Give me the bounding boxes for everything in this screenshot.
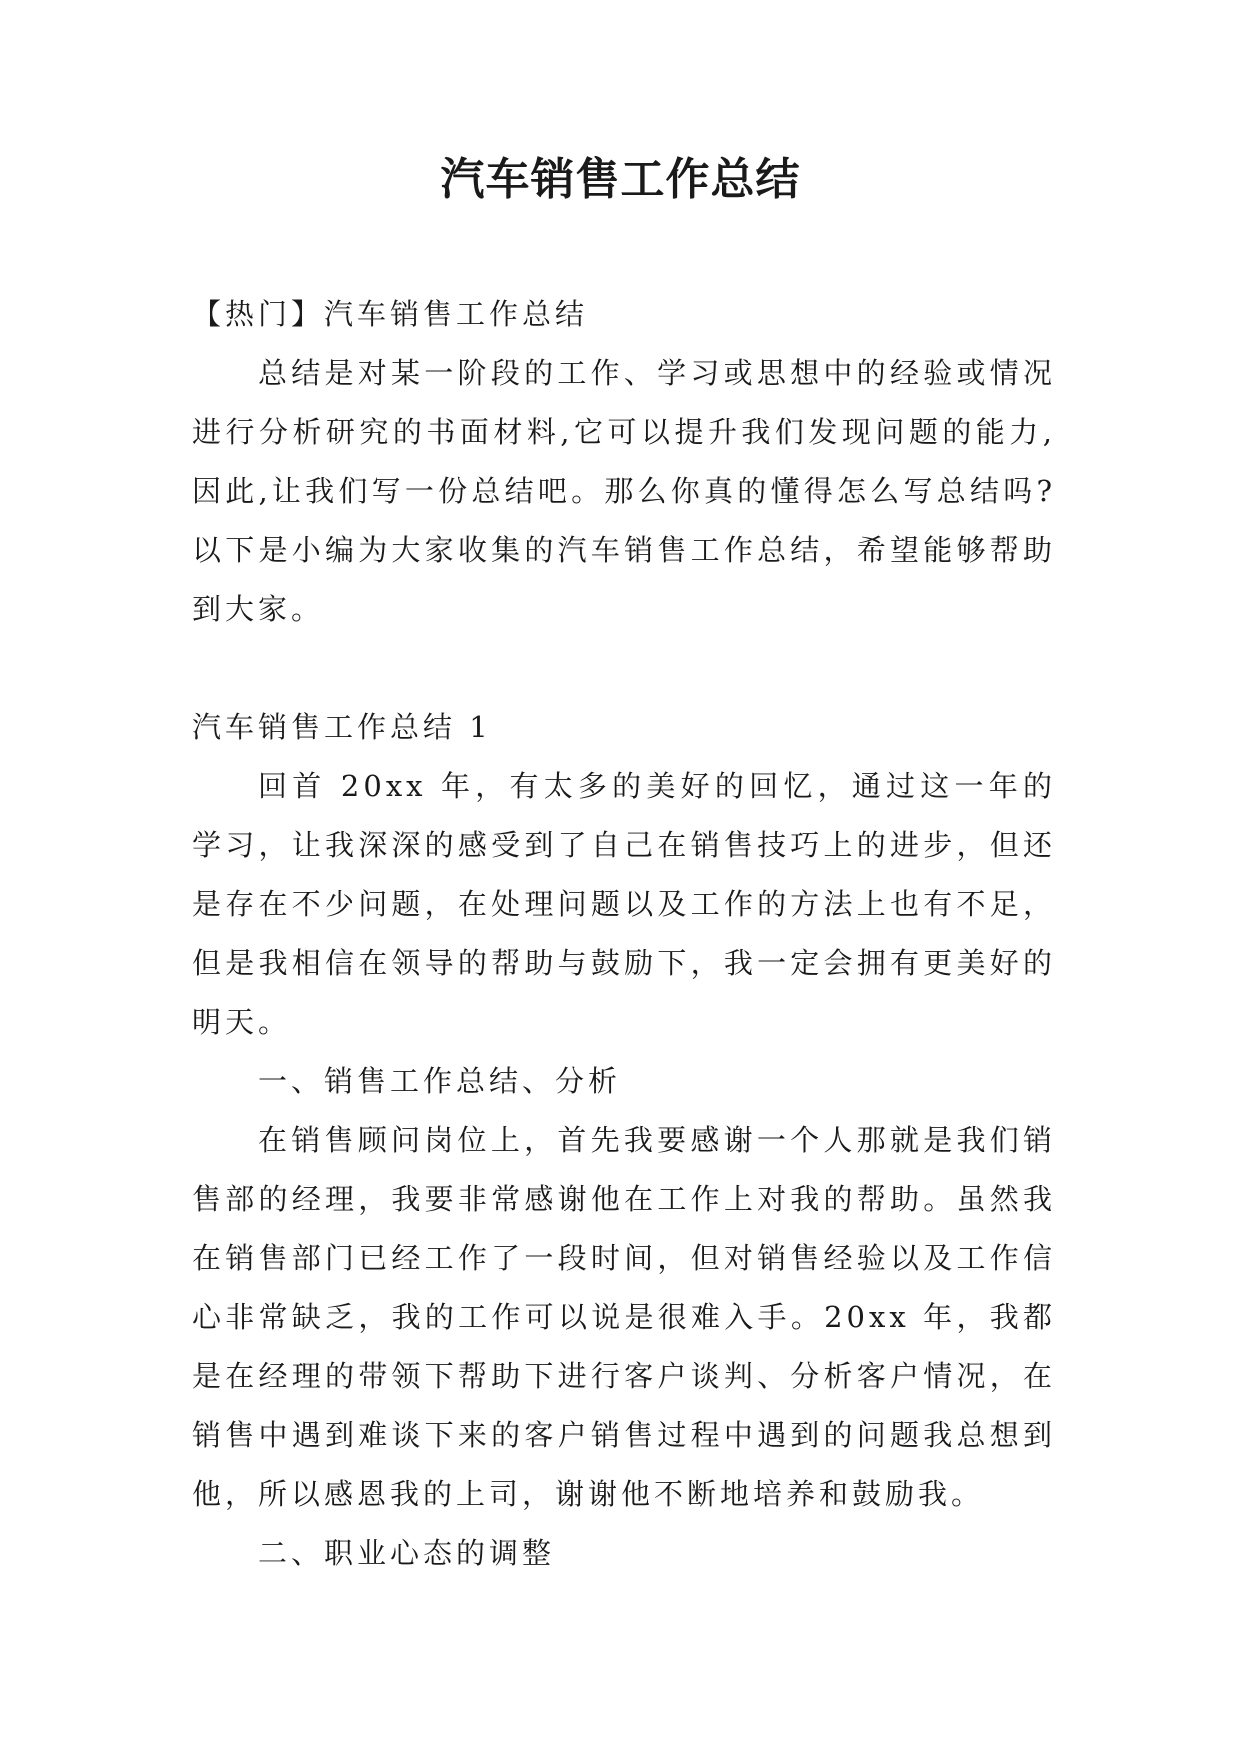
- subheading: 二、职业心态的调整: [258, 1536, 556, 1570]
- intro-paragraph: 总结是对某一阶段的工作、学习或思想中的经验或情况进行分析研究的书面材料,它可以提升我们发现问题的能力,因此,让我们写一份总结吧。那么你真的懂得怎么写总结吗?以下是小编为大家收集的汽车销售工作总结，希望能够帮助到大家。: [192, 356, 1056, 626]
- document-title: 汽车销售工作总结: [440, 154, 801, 205]
- document-subtitle: 【热门】汽车销售工作总结: [192, 297, 589, 331]
- body-paragraph: 回首 20xx 年，有太多的美好的回忆，通过这一年的学习，让我深深的感受到了自己在销售技巧上的进步，但还是存在不少问题，在处理问题以及工作的方法上也有不足，但是我相信在领导的帮助与鼓励下，我一定会拥有更美好的明天。: [192, 769, 1056, 1039]
- section-heading: 汽车销售工作总结 1: [192, 710, 492, 744]
- document-body: [192, 285, 1056, 1583]
- subheading: 一、销售工作总结、分析: [258, 1064, 622, 1098]
- body-paragraph: 在销售顾问岗位上，首先我要感谢一个人那就是我们销售部的经理，我要非常感谢他在工作上对我的帮助。虽然我在销售部门已经工作了一段时间，但对销售经验以及工作信心非常缺乏，我的工作可以说是很难入手。20xx 年，我都是在经理的带领下帮助下进行客户谈判、分析客户情况，在销售中遇到难谈下来的客户销售过程中遇到的问题我总想到他，所以感恩我的上司，谢谢他不断地培养和鼓励我。: [192, 1123, 1056, 1511]
